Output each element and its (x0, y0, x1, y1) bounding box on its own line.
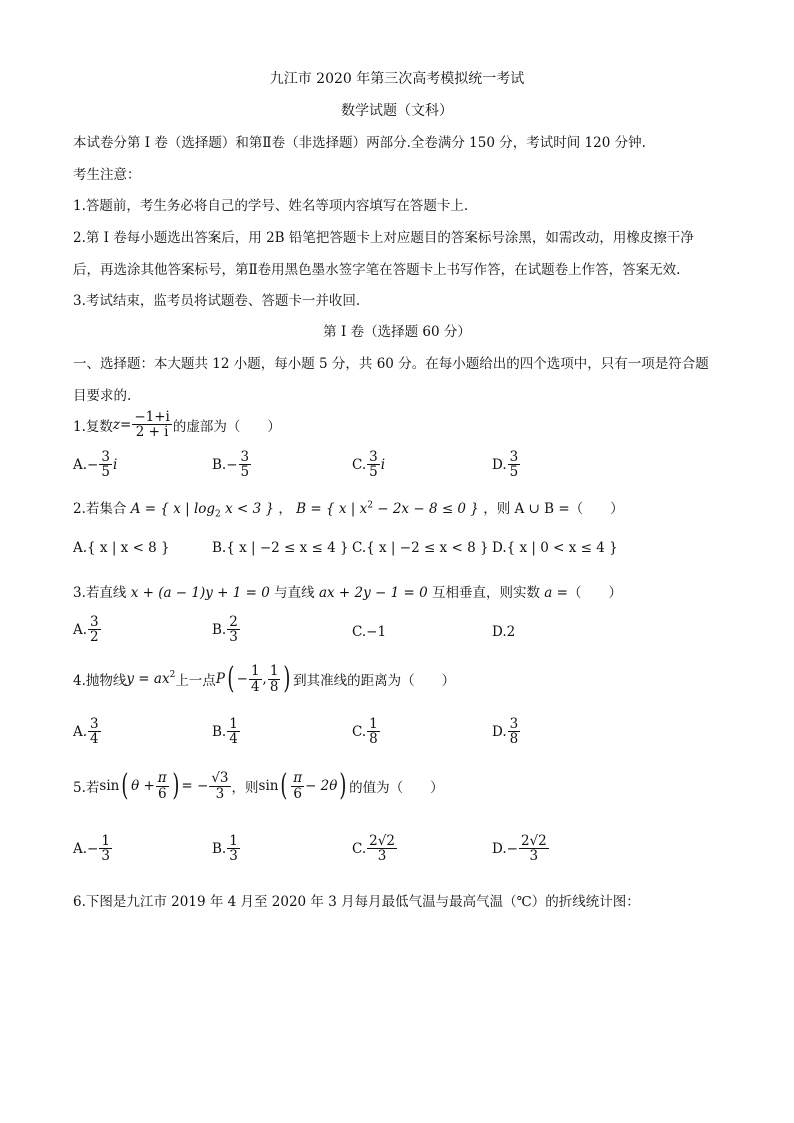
exam-title: 九江市 2020 年第三次高考模拟统一考试 (269, 71, 525, 87)
q1-a-sign: − (87, 456, 99, 473)
q1-c-den: 5 (369, 464, 378, 481)
q4-c-num: 1 (369, 716, 378, 732)
q4-c-frac (367, 717, 380, 746)
q1-a-den: 5 (101, 464, 110, 481)
q5-right-paren-1: ) (172, 768, 180, 803)
q3-line2: ax + 2y − 1 = 0 (318, 585, 428, 601)
q1-c-tail: i (380, 456, 386, 473)
q1-option-a (73, 450, 117, 479)
q4-p2-frac (268, 664, 281, 693)
q5-a-num: 1 (101, 833, 110, 849)
q4-d-den: 8 (509, 731, 519, 748)
q1-a-label: A. (73, 456, 88, 473)
q1-c-frac (367, 450, 380, 479)
q1-option-c (352, 450, 385, 479)
q1-c-num: 3 (369, 449, 378, 465)
q1-c-label: C. (352, 456, 367, 473)
q1-numerator: −1+i (134, 409, 170, 425)
question-3 (73, 581, 622, 601)
note-2b: 后，再选涂其他答案标号，第Ⅱ卷用黑色墨水签字笔在答题卡上书写作答，在试题卷上作答，答案无效. (73, 262, 681, 278)
q2-option-b: B.{ x | −2 ≤ x ≤ 4 } (212, 540, 349, 556)
q4-option-a (73, 717, 102, 746)
q1-suffix: 的虚部为（ ） (172, 418, 281, 435)
q5-a-frac (99, 834, 112, 863)
q1-prefix: 1.复数 (73, 418, 113, 435)
q4-point: P (215, 671, 225, 687)
q1-d-frac (508, 450, 521, 479)
q1-a-num: 3 (101, 449, 110, 465)
q1-d-den: 5 (509, 464, 519, 481)
q4-prefix: 4.抛物线 (73, 673, 127, 689)
q1-b-frac (239, 450, 252, 479)
q1-denominator: 2 + i (135, 424, 169, 441)
q3-var: a (544, 585, 553, 601)
q5-a-den: 3 (101, 848, 110, 865)
q5-d-den: 3 (529, 848, 539, 865)
note-2a: 2.第 I 卷每小题选出答案后，用 2B 铅笔把答题卡上对应题目的答案标号涂黑，如需改动，用橡皮擦干净 (73, 230, 694, 246)
q3-b-den: 3 (229, 629, 238, 646)
q2-set-b: B = { x | x (296, 501, 368, 517)
q3-option-a (73, 615, 102, 644)
q4-p1-num: 1 (250, 663, 260, 680)
q5-d-num: 2√2 (520, 833, 547, 849)
q4-a-label: A. (73, 723, 88, 740)
q5-d-frac (519, 834, 549, 863)
q4-d-num: 3 (509, 716, 519, 732)
q1-eq: = (120, 416, 132, 433)
q2-option-c: C.{ x | −2 ≤ x < 8 } (352, 540, 489, 556)
q2-set-a-sub: 2 (215, 509, 221, 520)
q1-a-frac (99, 450, 112, 479)
q5-suffix: 的值为（ ） (349, 780, 444, 796)
q5-pi2-den: 6 (293, 785, 302, 802)
q3-b-frac (227, 615, 240, 644)
q2-set-b-sup: 2 (367, 500, 373, 511)
q4-a-frac (88, 717, 101, 746)
q3-prefix: 3.若直线 (73, 585, 127, 601)
q1-var: z (112, 416, 121, 433)
q2-option-a: A.{ x | x < 8 } (73, 540, 170, 556)
q4-p1-frac (249, 664, 262, 693)
q5-left-paren-2: ( (280, 768, 288, 803)
q4-p1-den: 4 (250, 678, 260, 695)
q5-c-frac (367, 834, 397, 863)
q1-a-tail: i (112, 456, 118, 473)
q5-eq: = − (181, 778, 209, 794)
q5-option-d (492, 834, 550, 863)
q5-r-frac (209, 771, 230, 800)
exam-subtitle: 数学试题（文科） (341, 103, 453, 119)
q1-b-sign: − (226, 456, 238, 473)
intro-line: 本试卷分第 I 卷（选择题）和第Ⅱ卷（非选择题）两部分.全卷满分 150 分，考试时间 120 分钟. (73, 135, 646, 151)
question-6: 6.下图是九江市 2019 年 4 月至 2020 年 3 月每月最低气温与最高气温（℃）的折线统计图： (73, 894, 640, 910)
q3-b-label: B. (212, 621, 227, 638)
q5-pi-frac (156, 771, 169, 800)
q1-b-den: 5 (240, 464, 250, 481)
q4-option-c (352, 717, 381, 746)
q3-option-c: C.−1 (352, 624, 387, 640)
question-5 (73, 768, 444, 803)
q1-d-label: D. (492, 456, 507, 473)
q3-option-d: D.2 (492, 624, 516, 640)
question-4 (73, 661, 456, 696)
q4-comma: , (262, 671, 267, 687)
q4-b-frac (227, 717, 240, 746)
q3-a-label: A. (73, 621, 88, 638)
q5-c-num: 2√2 (369, 833, 395, 849)
q5-right-paren-2: ) (339, 768, 347, 803)
q4-a-num: 3 (90, 716, 99, 732)
q5-option-a (73, 834, 113, 863)
q3-a-den: 2 (90, 629, 99, 646)
q3-tail: =（ ） (552, 585, 622, 601)
q3-suffix: 互相垂直，则实数 (432, 585, 540, 601)
q5-theta: θ + (131, 778, 155, 794)
q2-set-a-tail: x < 3 } (220, 501, 275, 517)
q4-c-label: C. (352, 723, 367, 740)
q3-a-frac (88, 615, 101, 644)
note-3: 3.考试结束，监考员将试题卷、答题卡一并收回. (73, 293, 361, 309)
q5-c-label: C. (352, 840, 367, 857)
q2-suffix: ，则 A ∪ B =（ ） (483, 501, 624, 517)
q3-mid: 与直线 (274, 585, 315, 601)
q4-b-den: 4 (229, 731, 238, 748)
q5-d-sign: − (506, 840, 518, 857)
q4-d-frac (508, 717, 521, 746)
q3-b-num: 2 (229, 614, 238, 630)
section-desc-2: 目要求的. (73, 388, 132, 404)
q1-option-b (212, 450, 252, 479)
q4-p2-num: 1 (269, 663, 279, 680)
q4-left-paren: ( (227, 661, 235, 696)
q5-option-c (352, 834, 398, 863)
q5-left-paren-1: ( (121, 768, 129, 803)
q4-a-den: 4 (90, 731, 99, 748)
q5-b-den: 3 (229, 848, 238, 865)
q1-b-num: 3 (240, 449, 250, 465)
q1-fraction (132, 410, 172, 439)
q2-set-b-tail: − 2x − 8 ≤ 0 } (372, 501, 479, 517)
q4-option-d (492, 717, 521, 746)
q4-right-paren: ) (283, 661, 291, 696)
q5-pi2-frac (291, 771, 304, 800)
q5-mid: ，则 (231, 780, 259, 796)
q5-c-den: 3 (377, 848, 387, 865)
q2-prefix: 2.若集合 (73, 501, 127, 517)
q4-p2-den: 8 (269, 678, 279, 695)
q4-b-label: B. (212, 723, 227, 740)
q5-b-label: B. (212, 840, 227, 857)
q1-option-d (492, 450, 521, 479)
question-2 (73, 497, 624, 520)
q5-a-sign: − (87, 840, 99, 857)
section-desc-1: 一、选择题：本大题共 12 小题，每小题 5 分，共 60 分。在每小题给出的四个选项中，只有一项是符合题 (73, 356, 709, 372)
q5-r-num: √3 (211, 770, 229, 787)
q5-r-den: 3 (215, 785, 225, 802)
q1-d-num: 3 (509, 449, 519, 465)
q5-b-frac (227, 834, 240, 863)
note-1: 1.答题前，考生务必将自己的学号、姓名等项内容填写在答题卡上. (73, 198, 469, 214)
q4-c-den: 8 (369, 731, 378, 748)
section-heading: 第 I 卷（选择题 60 分） (323, 324, 471, 340)
q4-option-b (212, 717, 241, 746)
q4-p1-sign: − (236, 671, 248, 687)
q3-a-num: 3 (90, 614, 99, 630)
q2-comma: ， (278, 501, 292, 517)
q2-set-a: A = { x | log (130, 501, 216, 517)
q5-sin2: sin (258, 778, 279, 794)
q4-eq-sup: 2 (169, 670, 176, 680)
q5-a-label: A. (73, 840, 88, 857)
q5-pi2-num: π (293, 770, 303, 787)
q4-b-num: 1 (229, 716, 238, 732)
q4-d-label: D. (492, 723, 507, 740)
q5-sin1: sin (99, 778, 120, 794)
q5-tail2: − 2θ (305, 778, 338, 794)
q5-b-num: 1 (229, 833, 238, 849)
q4-mid: 上一点 (175, 673, 216, 689)
q5-pi-num: π (157, 770, 167, 787)
q5-option-b (212, 834, 241, 863)
question-1 (73, 410, 281, 439)
q5-prefix: 5.若 (73, 780, 100, 796)
q3-line1: x + (a − 1)y + 1 = 0 (130, 585, 270, 601)
q4-eq: y = ax (126, 671, 170, 687)
q3-option-b (212, 615, 241, 644)
q5-d-label: D. (492, 840, 507, 857)
notice-title: 考生注意： (73, 167, 141, 183)
q4-suffix: 到其准线的距离为（ ） (293, 673, 456, 689)
q1-b-label: B. (212, 456, 227, 473)
q5-pi-den: 6 (157, 785, 167, 802)
q2-option-d: D.{ x | 0 < x ≤ 4 } (492, 540, 618, 556)
